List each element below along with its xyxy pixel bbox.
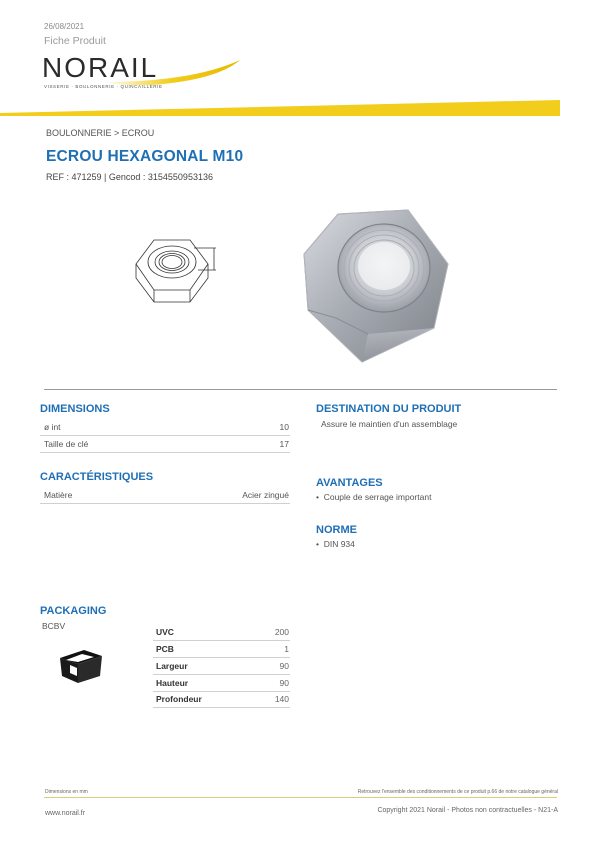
packaging-row [153, 658, 290, 675]
avantage-text: Couple de serrage important [323, 492, 432, 502]
dimension-row [40, 419, 290, 436]
avantages-heading: AVANTAGES [316, 477, 383, 489]
packaging-value: 90 [279, 678, 289, 688]
caracteristique-value: Acier zingué [242, 490, 289, 500]
product-title: ECROU HEXAGONAL M10 [46, 148, 244, 165]
dimension-row [40, 436, 290, 453]
packaging-row [153, 624, 290, 641]
caracteristique-row [40, 487, 290, 504]
destination-text: Assure le maintien d'un assemblage [321, 419, 458, 429]
packaging-label: Largeur [156, 661, 188, 671]
packaging-row [153, 641, 290, 658]
packaging-type: BCBV [42, 621, 66, 631]
packaging-label: PCB [156, 644, 174, 654]
packaging-value: 200 [274, 627, 289, 637]
product-photo [296, 206, 458, 366]
packaging-value: 140 [274, 694, 289, 704]
caracteristique-label: Matière [44, 490, 73, 500]
catalog-note: Retrouvez l'ensemble des conditionnements de ce produit p.66 de notre catalogue général [357, 789, 558, 795]
norme-text: DIN 934 [323, 539, 355, 549]
norme-heading: NORME [316, 524, 357, 536]
footer-divider [44, 797, 557, 798]
packaging-value: 90 [279, 661, 289, 671]
technical-drawing [132, 238, 222, 306]
packaging-label: Hauteur [156, 678, 189, 688]
dimension-value: 10 [279, 422, 289, 432]
dimension-label: Taille de clé [44, 439, 89, 449]
packaging-label: UVC [156, 627, 174, 637]
packaging-row [153, 675, 290, 692]
dimensions-note: Dimensions en mm [45, 789, 88, 795]
section-divider [44, 389, 557, 390]
norme-item [316, 539, 355, 549]
product-reference: REF : 471259 | Gencod : 3154550953136 [46, 172, 213, 182]
document-date: 26/08/2021 [44, 22, 85, 31]
avantage-item [316, 492, 431, 502]
logo-wordmark: NORAIL [42, 52, 159, 83]
caracteristiques-heading: CARACTÉRISTIQUES [40, 471, 154, 483]
packaging-heading: PACKAGING [40, 605, 107, 617]
header-banner [0, 100, 560, 116]
logo-tagline: VISSERIE · BOULONNERIE · QUINCAILLERIE [44, 84, 163, 89]
bullet-icon: • [316, 539, 324, 549]
website-link[interactable]: www.norail.fr [45, 810, 86, 817]
packaging-row [153, 691, 290, 708]
breadcrumb: BOULONNERIE > ECROU [46, 128, 155, 138]
bullet-icon: • [316, 492, 324, 502]
copyright: Copyright 2021 Norail - Photos non contractuelles - N21-A [377, 807, 558, 814]
dimension-value: 17 [279, 439, 289, 449]
document-type: Fiche Produit [44, 35, 106, 47]
packaging-label: Profondeur [156, 694, 202, 704]
packaging-value: 1 [284, 644, 289, 654]
box-icon [58, 646, 104, 684]
dimensions-heading: DIMENSIONS [40, 403, 110, 415]
destination-heading: DESTINATION DU PRODUIT [316, 403, 462, 415]
dimension-label: ø int [44, 422, 61, 432]
